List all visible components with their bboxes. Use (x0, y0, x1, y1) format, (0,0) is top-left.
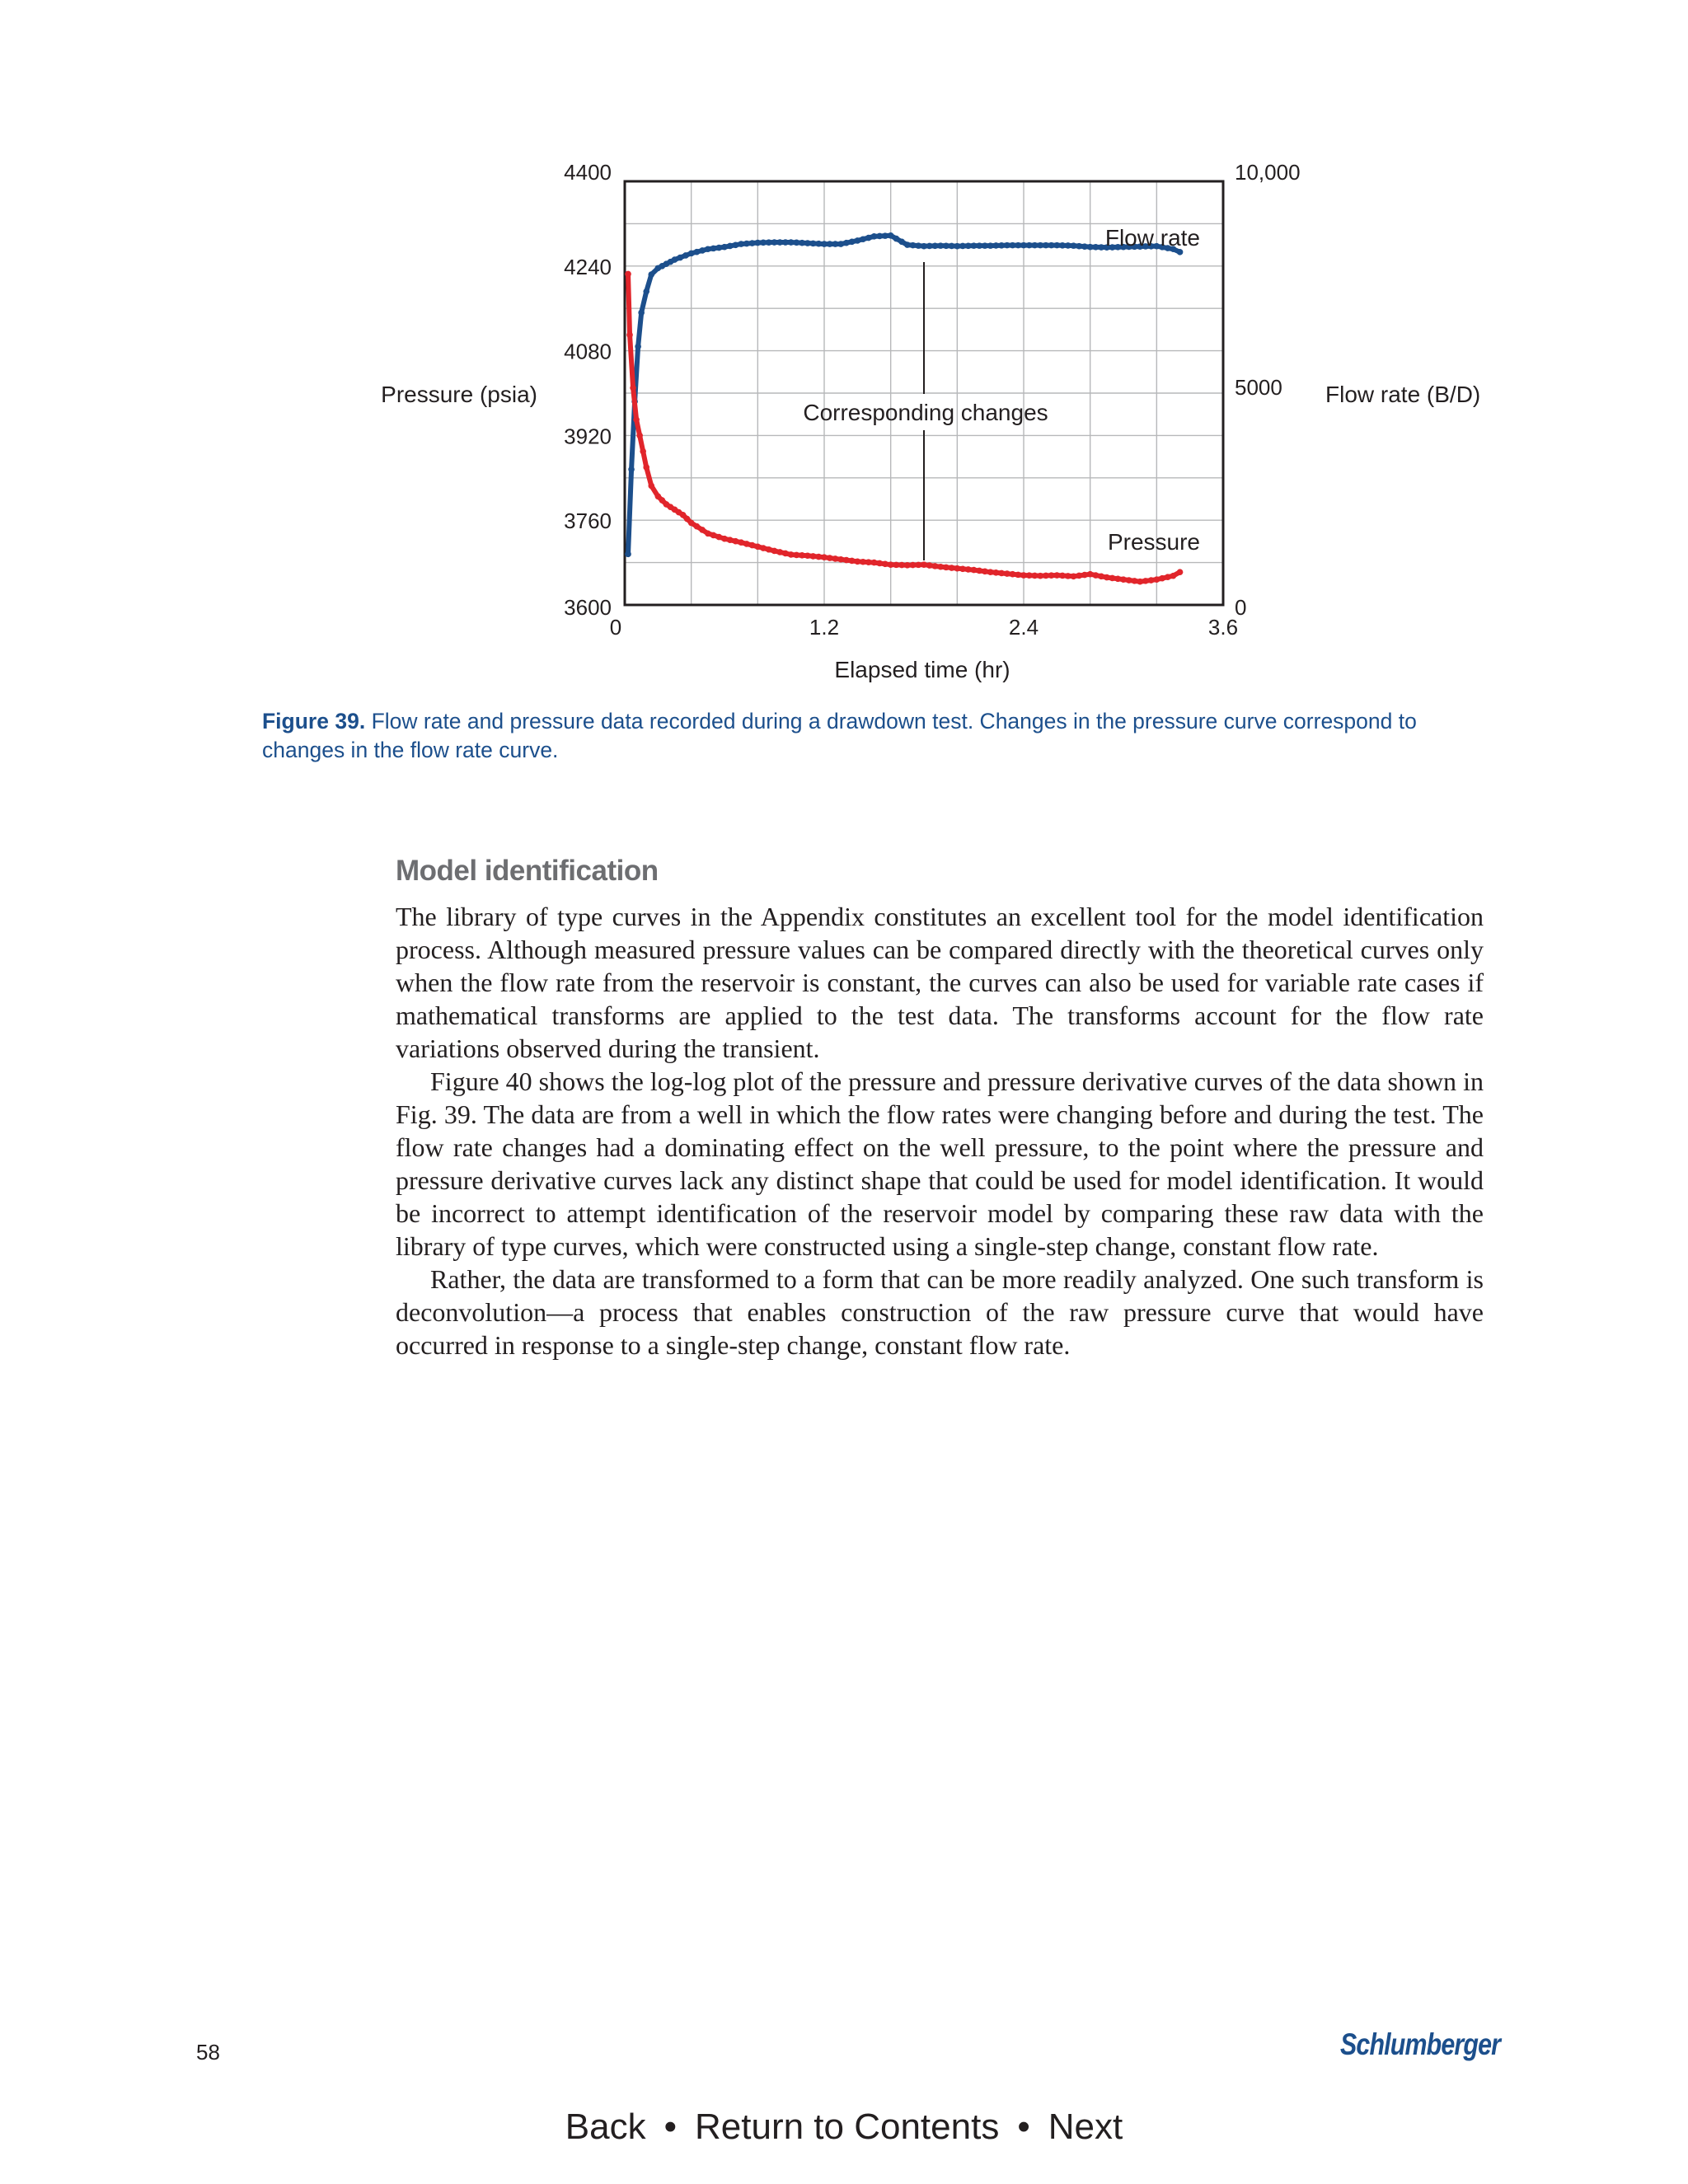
data-point (949, 243, 955, 250)
data-point (893, 562, 900, 569)
data-point (882, 561, 889, 568)
data-point (738, 539, 744, 546)
data-point (705, 246, 711, 252)
data-point (626, 332, 633, 339)
data-point (943, 565, 950, 571)
data-point (630, 385, 636, 391)
data-point (821, 554, 828, 560)
y-right-tick-label: 0 (1235, 595, 1247, 620)
data-point (959, 243, 966, 250)
data-point (965, 242, 972, 249)
data-point (760, 545, 767, 551)
data-point (954, 243, 961, 250)
page-number: 58 (196, 2040, 220, 2064)
data-point (1032, 242, 1039, 249)
page-navigation (0, 2107, 1688, 2148)
data-point (915, 562, 921, 569)
data-point (849, 239, 856, 246)
data-point (688, 520, 695, 527)
data-point (982, 242, 988, 249)
data-point (1032, 573, 1039, 579)
data-point (898, 562, 905, 569)
data-point (904, 562, 911, 569)
data-point (1165, 574, 1171, 580)
data-point (635, 344, 641, 350)
data-point (1087, 571, 1094, 578)
data-point (1076, 243, 1082, 250)
data-point (733, 241, 739, 248)
data-point (799, 240, 805, 246)
data-point (733, 538, 739, 545)
data-point (827, 555, 833, 561)
data-point (1054, 572, 1061, 579)
data-point (871, 560, 878, 566)
data-point (788, 239, 795, 246)
data-point (643, 464, 649, 471)
data-point (959, 566, 966, 573)
data-point (860, 559, 866, 565)
data-point (810, 553, 817, 560)
data-point (1015, 572, 1021, 579)
section-heading: Model identification (396, 855, 659, 887)
data-point (1142, 578, 1149, 584)
next-link[interactable]: Next (1048, 2107, 1123, 2147)
schlumberger-logo: Schlumberger (1340, 2027, 1501, 2061)
data-point (843, 240, 850, 246)
data-point (688, 251, 695, 257)
data-point (1043, 242, 1049, 249)
y-left-tick-label: 4240 (564, 254, 612, 279)
data-point (876, 233, 883, 240)
data-point (1043, 573, 1049, 579)
data-point (860, 236, 866, 242)
data-point (804, 552, 811, 559)
data-point (766, 546, 772, 553)
data-point (1154, 576, 1160, 583)
chart-annotation (803, 262, 1048, 560)
data-point (771, 239, 778, 246)
drawdown-chart (0, 0, 1688, 692)
back-link[interactable]: Back (565, 2107, 646, 2147)
data-point (971, 242, 978, 249)
data-point (1159, 575, 1165, 582)
data-point (915, 242, 921, 249)
data-point (821, 241, 828, 247)
data-point (799, 552, 805, 559)
data-point (904, 241, 911, 248)
data-point (625, 271, 631, 278)
data-point (625, 551, 631, 558)
data-point (815, 241, 822, 247)
series-pressure (625, 271, 1183, 585)
y-left-tick-label: 4400 (564, 160, 612, 185)
data-point (965, 566, 972, 573)
data-point (837, 241, 844, 247)
x-tick-label: 1.2 (809, 615, 840, 640)
data-point (1037, 573, 1043, 579)
data-point (827, 241, 833, 247)
data-point (699, 527, 706, 533)
series-label-pressure: Pressure (1107, 529, 1200, 555)
data-point (976, 568, 982, 574)
data-point (1081, 243, 1088, 250)
data-point (998, 570, 1005, 577)
nav-separator: • (1017, 2107, 1030, 2147)
series-line (628, 236, 1180, 555)
data-point (715, 245, 722, 251)
data-point (910, 562, 917, 569)
data-point (1037, 242, 1043, 249)
data-point (755, 544, 762, 551)
y-left-tick-label: 3600 (564, 595, 612, 620)
data-point (1087, 244, 1094, 251)
data-point (648, 483, 654, 490)
return-to-contents-link[interactable]: Return to Contents (695, 2107, 1000, 2147)
data-point (855, 237, 861, 244)
data-point (776, 549, 783, 555)
x-tick-label: 0 (609, 615, 622, 640)
data-point (910, 242, 917, 249)
data-point (640, 448, 646, 455)
data-point (1020, 242, 1027, 249)
paragraph-3: Rather, the data are transformed to a form that can be more readily analyzed. One such transform is deconvolution—a process that enables construction of the raw pressure curve that would have occurred in response to a single-step change, constant flow rate. (396, 1264, 1484, 1360)
data-point (749, 542, 756, 549)
data-point (1132, 578, 1138, 584)
data-point (1004, 242, 1010, 249)
data-point (926, 562, 933, 569)
data-point (1048, 242, 1055, 249)
data-point (893, 236, 900, 242)
data-point (926, 243, 933, 250)
data-point (682, 252, 689, 259)
data-point (1148, 577, 1155, 583)
data-point (921, 561, 927, 568)
data-point (633, 416, 640, 423)
data-point (1093, 572, 1100, 579)
y-right-tick-label: 10,000 (1235, 160, 1301, 185)
data-point (1071, 242, 1077, 249)
data-point (1020, 572, 1027, 579)
data-point (710, 246, 717, 252)
data-point (1026, 572, 1033, 579)
series-flow-rate (625, 232, 1183, 557)
data-point (876, 560, 883, 567)
x-axis-label: Elapsed time (hr) (834, 657, 1010, 682)
y-left-axis-label: Pressure (psia) (381, 382, 537, 407)
data-point (993, 569, 1000, 576)
data-point (1137, 579, 1143, 585)
data-point (888, 232, 894, 239)
data-point (1026, 242, 1033, 249)
data-point (643, 288, 649, 295)
data-point (921, 243, 927, 250)
data-point (888, 561, 894, 568)
data-point (788, 551, 795, 558)
data-point (943, 242, 950, 249)
data-point (971, 567, 978, 574)
data-point (1071, 574, 1077, 580)
data-point (871, 233, 878, 240)
data-point (1081, 572, 1088, 579)
data-point (721, 536, 728, 542)
data-point (1104, 574, 1110, 581)
data-point (776, 239, 783, 246)
data-point (782, 239, 789, 246)
data-point (1076, 573, 1082, 579)
data-point (849, 558, 856, 565)
data-point (987, 242, 994, 249)
data-point (699, 247, 706, 254)
data-point (804, 240, 811, 246)
data-point (832, 555, 839, 562)
data-point (832, 241, 839, 247)
figure-caption-label: Figure 39. (262, 709, 366, 733)
data-point (1098, 574, 1104, 580)
data-point (628, 466, 635, 473)
data-point (1004, 570, 1010, 577)
data-point (1114, 576, 1121, 583)
data-point (982, 569, 988, 575)
data-point (743, 541, 750, 547)
data-point (949, 565, 955, 571)
data-point (843, 557, 850, 564)
data-point (1015, 242, 1021, 249)
data-point (932, 242, 939, 249)
data-point (705, 530, 711, 537)
data-point (721, 244, 728, 251)
data-point (1093, 244, 1100, 251)
data-point (710, 532, 717, 539)
data-point (810, 241, 817, 247)
data-point (638, 310, 645, 316)
data-point (760, 240, 767, 246)
figure-caption (262, 707, 1449, 765)
data-point (815, 554, 822, 560)
section-body (396, 900, 1484, 1361)
data-point (1054, 242, 1061, 249)
data-point (636, 433, 643, 439)
data-point (865, 559, 872, 565)
data-point (987, 569, 994, 575)
data-point (1126, 577, 1132, 583)
data-point (648, 271, 654, 278)
data-point (993, 242, 1000, 249)
data-point (1098, 244, 1104, 251)
data-point (794, 240, 800, 246)
figure-caption-text: Flow rate and pressure data recorded during a drawdown test. Changes in the pressure curve correspond to changes in the flow rate curve. (262, 709, 1417, 762)
data-point (1177, 569, 1184, 575)
x-tick-label: 2.4 (1008, 615, 1039, 640)
data-point (1059, 242, 1066, 249)
data-point (898, 239, 905, 246)
data-point (1010, 571, 1016, 578)
y-left-tick-label: 3760 (564, 509, 612, 534)
y-right-tick-label: 5000 (1235, 375, 1282, 400)
data-point (1010, 242, 1016, 249)
data-point (727, 537, 734, 543)
data-point (672, 256, 678, 263)
data-point (715, 534, 722, 541)
annotation-label: Corresponding changes (803, 400, 1048, 425)
data-point (1065, 573, 1071, 579)
data-point (998, 242, 1005, 249)
data-point (1120, 576, 1127, 583)
data-point (937, 564, 944, 570)
data-point (882, 232, 889, 239)
data-point (727, 243, 734, 250)
data-point (932, 563, 939, 569)
data-point (794, 552, 800, 559)
x-tick-label: 3.6 (1207, 615, 1239, 640)
data-point (855, 559, 861, 565)
y-left-tick-label: 4080 (564, 339, 612, 364)
data-point (694, 249, 701, 255)
data-point (694, 523, 701, 530)
data-point (766, 239, 772, 246)
paragraph-1: The library of type curves in the Appendix constitutes an excellent tool for the model identification process. Although measured pressure values can be compared directly with the theoretical curves only when the flow rate from the reservoir is constant, the curves can also be used for variable rate cases if mathematical transforms are applied to the test data. The transforms account for the flow rate variations observed during the transient. (396, 902, 1484, 1063)
chart-labels (381, 225, 1480, 682)
data-point (865, 235, 872, 241)
data-point (749, 240, 756, 246)
data-point (1065, 242, 1071, 249)
data-point (755, 240, 762, 246)
data-point (937, 242, 944, 249)
y-right-axis-label: Flow rate (B/D) (1325, 382, 1481, 407)
data-point (771, 548, 778, 555)
data-point (1170, 573, 1177, 579)
paragraph-2: Figure 40 shows the log-log plot of the pressure and pressure derivative curves of the data shown in Fig. 39. The data are from a well in which the flow rates were changing before and during the test. The flow rate changes had a dominating effect on the well pressure, to the point where the pressure and pressure derivative curves lack any distinct shape that could be used for model identification. It would be incorrect to attempt identification of the reservoir model by comparing these raw data with the library of type curves, which were constructed using a single-step change, constant flow rate. (396, 1066, 1484, 1261)
data-point (677, 255, 683, 261)
y-left-tick-label: 3920 (564, 424, 612, 449)
nav-separator: • (663, 2107, 677, 2147)
data-point (782, 551, 789, 557)
series-label-flow-rate: Flow rate (1104, 225, 1200, 251)
data-point (1048, 572, 1055, 579)
data-point (738, 241, 744, 247)
data-point (743, 241, 750, 247)
data-point (1109, 575, 1116, 582)
data-point (837, 556, 844, 563)
data-point (1059, 573, 1066, 579)
data-point (976, 242, 982, 249)
data-point (954, 565, 961, 572)
